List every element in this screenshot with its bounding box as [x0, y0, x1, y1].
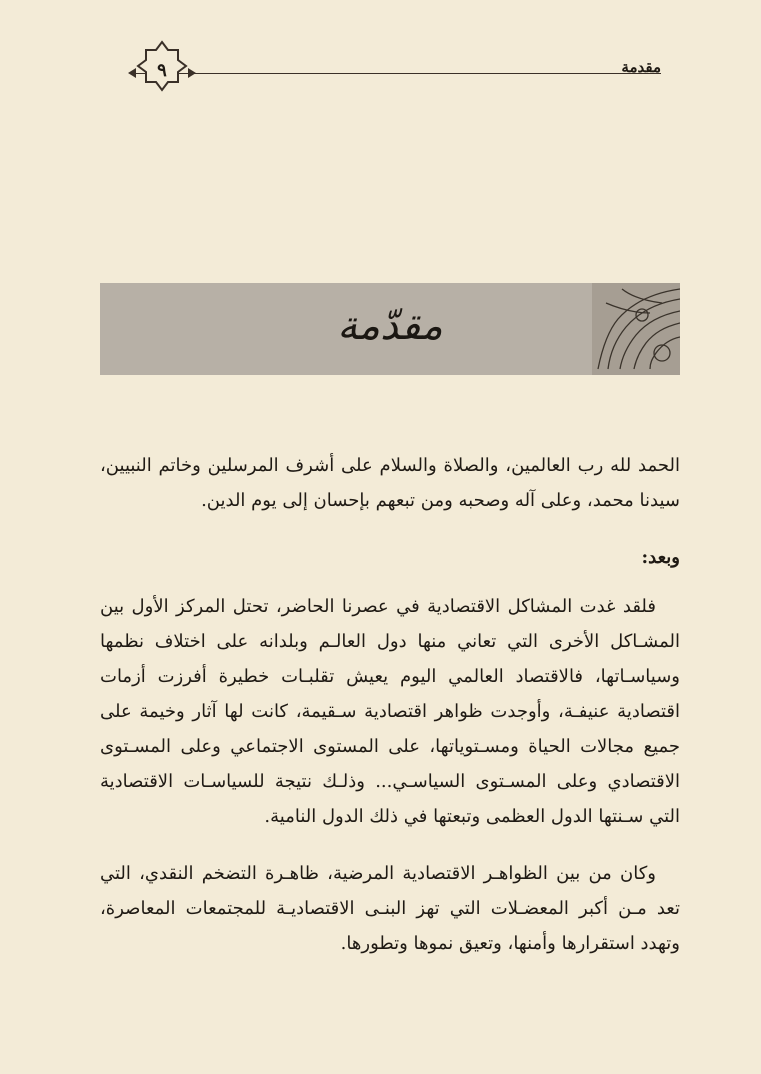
paragraph-inflation: وكان من بين الظواهـر الاقتصادية المرضية، ظاهـرة التضخم النقدي، التي تعد مـن أكبر المعضـلات التي تهز البنـى الاقتصاديـة للمجتمعات المعاصرة، وتهدد استقرارها وأمنها، وتعيق نموها وتطورها.	[100, 863, 680, 954]
body-text	[100, 448, 680, 983]
page-number: ٩	[157, 60, 167, 81]
header-rule	[135, 73, 661, 74]
chapter-title: مقدّمة	[337, 303, 443, 349]
subheading-wabaad: وبعد:	[641, 547, 680, 568]
chapter-title-banner	[100, 283, 680, 375]
paragraph-opening: الحمد لله رب العالمين، والصلاة والسلام على أشرف المرسلين وخاتم النبيين، سيدنا محمد، وعلى آله وصحبه ومن تبعهم بإحسان إلى يوم الدين.	[100, 455, 680, 511]
running-header-title: مقدمة	[621, 58, 661, 76]
paragraph-economic-problems: فلقد غدت المشاكل الاقتصادية في عصرنا الحاضر، تحتل المركز الأول بين المشـاكل الأخرى التي تعاني منها دول العالـم وبلدانه على اختلاف نظمها وسياسـاتها، فالاقتصاد العالمي اليوم يعيش تقلبـات خطيرة أفرزت أزمات اقتصادية عنيفـة، وأوجدت ظواهر اقتصادية سـقيمة، كانت لها آثار وخيمة على جميع مجالات الحياة ومسـتوياتها، على المستوى الاجتماعي وعلى المسـتوى الاقتصادي وعلى المسـتوى السياسـي... وذلـك نتيجة للسياسـات الاقتصادية التي سـنتها الدول العظمى وتبعتها في ذلك الدول النامية.	[100, 596, 680, 827]
